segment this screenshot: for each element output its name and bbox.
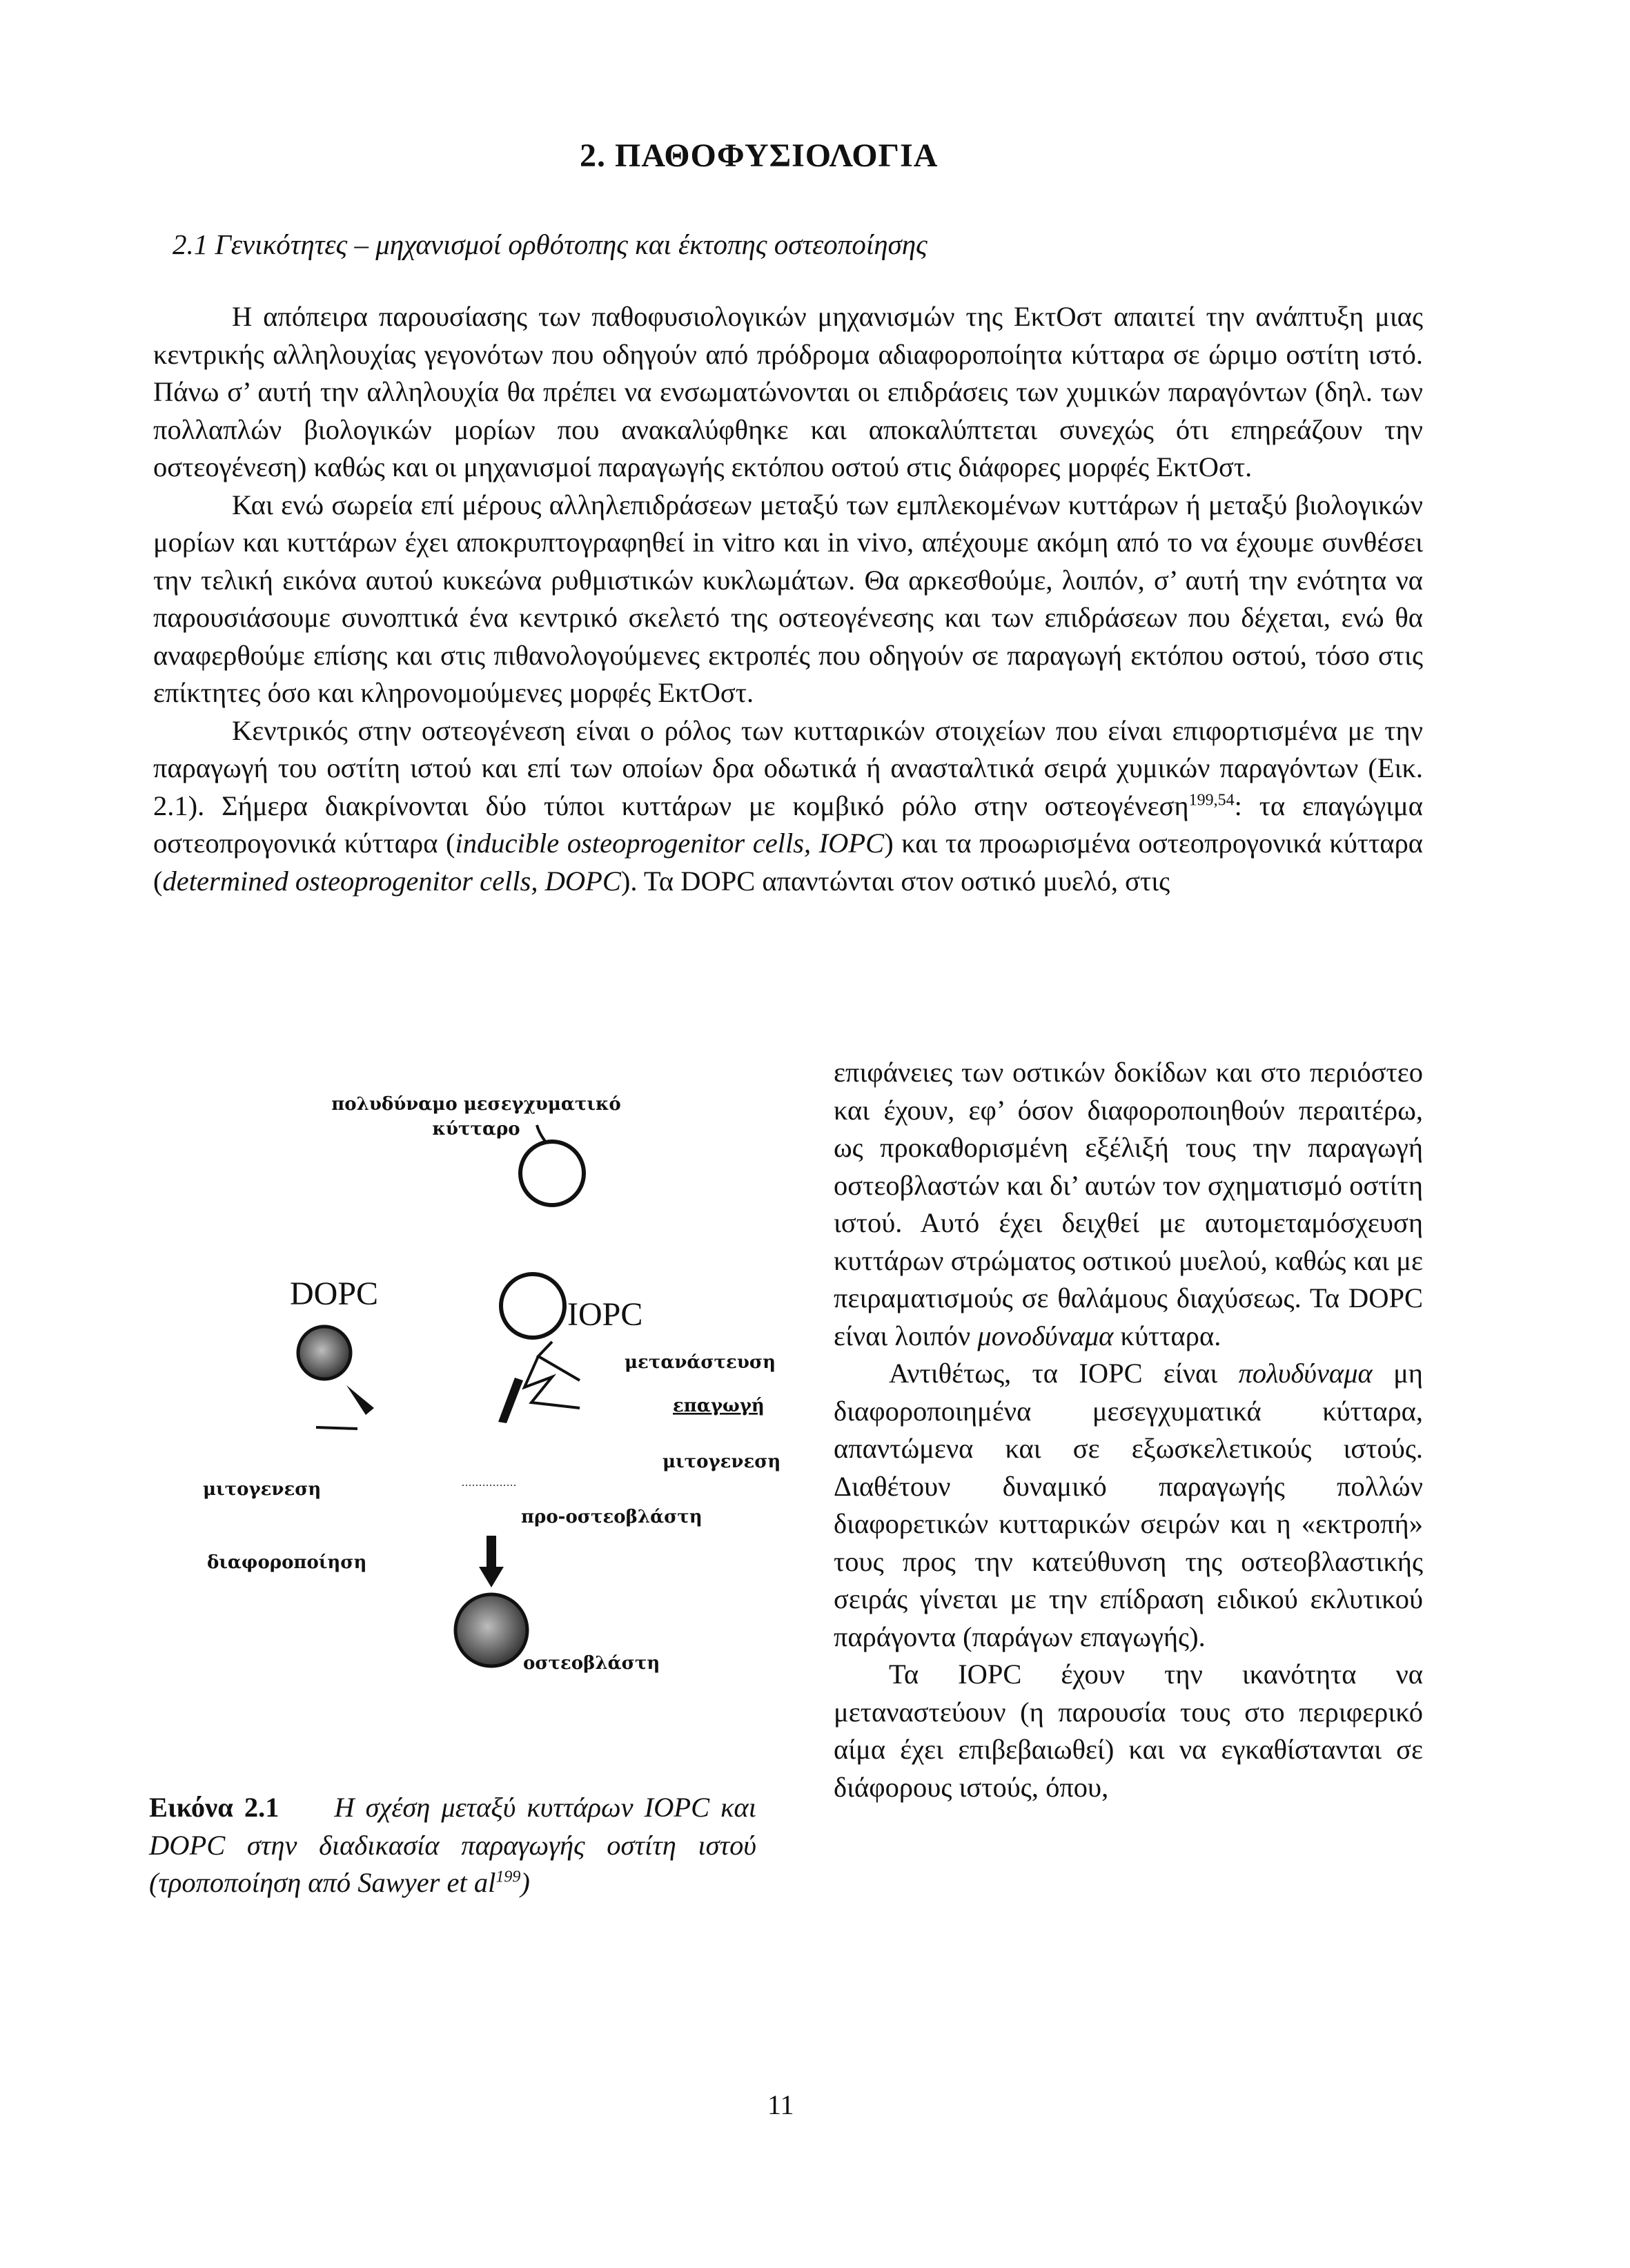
migration-label: μετανάστευση xyxy=(625,1352,776,1373)
paragraph-3-text-a: Κεντρικός στην οστεογένεση είναι ο ρόλος των κυτταρικών στοιχείων που είναι επιφορτισμένα με την παραγωγή του οστίτη ιστού και επί των οποίων δρα οδωτικά ή ανασταλτικά σειρά χυμικών παραγόντων (Εικ. 2.1). Σήμερα διακρίνονται δύο τύποι κυττάρων με κομβικό ρόλο στην οστεογένεση xyxy=(153,714,1423,821)
figure-caption-label: Εικόνα 2.1 xyxy=(149,1792,279,1823)
osteoblast-cell xyxy=(455,1594,527,1666)
right-p1-text-a: επιφάνειες των οστικών δοκίδων και στο περιόστεο και έχουν, εφ’ όσον διαφοροποιηθούν περαιτέρω, ως προκαθορισμένη εξέλιξή τους την παραγωγή οστεοβλαστών και δι’ αυτών τον σχηματισμό οστίτη ιστού. Αυτό έχει δειχθεί με αυτομεταμόσχευση κυττάρων στρώματος οστικού μυελού, καθώς και με πειραματισμούς σε θαλάμους διαχύσεως. Τα DOPC είναι λοιπόν xyxy=(834,1057,1423,1351)
downward-arrow-shaft xyxy=(487,1536,496,1570)
paragraph-3 xyxy=(153,712,1423,901)
figure-caption xyxy=(149,1789,756,1902)
mesenchymal-cell xyxy=(520,1142,584,1205)
figure-caption-closing: ) xyxy=(520,1867,530,1898)
osteoblast-label: οστεοβλάστη xyxy=(523,1653,660,1674)
right-p1-text-c: κύτταρα. xyxy=(1113,1320,1221,1351)
dopc-arrow-icon xyxy=(346,1385,374,1415)
right-column-text xyxy=(834,1054,1423,1806)
iopc-down-arrow-icon xyxy=(498,1378,523,1423)
right-paragraph-1 xyxy=(834,1054,1423,1355)
dopc-cell xyxy=(298,1327,351,1379)
subsection-title: 2.1 Γενικότητες – μηχανισμοί ορθότοπης και έκτοπης οστεοποίησης xyxy=(173,228,927,260)
iopc-label: IOPC xyxy=(567,1296,643,1333)
right-paragraph-2 xyxy=(834,1355,1423,1656)
differentiation-label: διαφοροποίηση xyxy=(207,1552,367,1573)
right-p2-text-a: Αντιθέτως, τα IOPC είναι xyxy=(889,1358,1239,1389)
polydynamic-term: πολυδύναμα xyxy=(1238,1358,1373,1389)
mitogenesis-left-label: μιτογενεση xyxy=(203,1479,322,1500)
paragraph-2: Και ενώ σωρεία επί μέρους αλληλεπιδράσεων μεταξύ των εμπλεκομένων κυττάρων ή μεταξύ βιολογικών μορίων και κυττάρων έχει αποκρυπτογραφηθεί in vitro και in vivo, απέχουμε ακόμη από το να έχουμε συνθέσει την τελική εικόνα αυτού κυκεώνα ρυθμιστικών κυκλωμάτων. Θα αρκεσθούμε, λοιπόν, σ’ αυτή την ενότητα να παρουσιάσουμε συνοπτικά ένα κεντρικό σκελετό της οστεογένεσης και των επιδράσεων που δέχεται, ενώ θα αναφερθούμε επίσης και στις πιθανολογούμενες εκτροπές που οδηγούν σε παραγωγή εκτόπου οστού, τόσο στις επίκτητες όσο και κληρονομούμενες μορφές ΕκτΟστ. xyxy=(153,489,1423,708)
figure-caption-superscript: 199 xyxy=(495,1868,521,1886)
main-text xyxy=(153,298,1423,900)
paragraph-3-text-d: ) και τα προωρισμένα οστεοπρογονικά κύτταρα ( xyxy=(153,828,1424,897)
mitogenesis-right-label: μιτογενεση xyxy=(662,1451,781,1472)
iopc-cell xyxy=(501,1274,564,1338)
mesenchymal-cell-label-line1: πολυδύναμο μεσεγχυματικό xyxy=(331,1094,621,1115)
iopc-term: inducible osteoprogenitor cells, IOPC xyxy=(455,828,885,859)
citation-superscript: 199,54 xyxy=(1188,791,1235,809)
figure-caption-text: Η σχέση μεταξύ κυττάρων IOPC και DOPC στην διαδικασία παραγωγής οστίτη ιστού (τροποποίηση από Sawyer et al xyxy=(149,1792,757,1898)
preosteoblast-label: προ-οστεοβλάστη xyxy=(521,1507,703,1527)
paragraph-3-text-b: : τα επαγώγιμα οστεοπρογονικά κύτταρα ( xyxy=(153,790,1423,859)
migration-arrow-icon xyxy=(538,1342,580,1380)
mesenchymal-cell-label-line2: κύτταρο xyxy=(432,1119,520,1140)
right-paragraph-3: Τα IOPC έχουν την ικανότητα να μεταναστεύουν (η παρουσία τους στο περιφερικό αίμα έχει επιβεβαιωθεί) και να εγκαθίστανται σε διάφορους ιστούς, όπου, xyxy=(834,1659,1423,1803)
section-title: 2. ΠΑΘΟΦΥΣΙΟΛΟΓΙΑ xyxy=(580,137,939,174)
paragraph-1: Η απόπειρα παρουσίασης των παθοφυσιολογικών μηχανισμών της ΕκτΟστ απαιτεί την ανάπτυξη μιας κεντρικής αλληλουχίας γεγονότων που οδηγούν από πρόδρομα αδιαφοροποίητα κύτταρα σε ώριμο οστίτη ιστό. Πάνω σ’ αυτή την αλληλουχία θα πρέπει να ενσωματώνονται οι επιδράσεις των χυμικών παραγόντων (δηλ. των πολλαπλών βιολογικών μορίων που ανακαλύφθηκε και αποκαλύπτεται συνεχώς ότι επηρεάζουν την οστεογένεση) καθώς και οι μηχανισμοί παραγωγής εκτόπου οστού στις διάφορες μορφές ΕκτΟστ. xyxy=(153,301,1423,482)
page-number: 11 xyxy=(767,2089,794,2120)
dopc-term: determined osteoprogenitor cells, DOPC xyxy=(162,865,621,897)
right-p2-text-c: μη διαφοροποιημένα μεσεγχυματικά κύτταρα, απαντώμενα και σε εξωσκελετικούς ιστούς. Διαθέτουν δυναμικό παραγωγής πολλών διαφορετικών κυτταρικών σειρών και η «εκτροπή» τους προς την κατεύθυνση της οστεοβλαστικής σειράς γίνεται με την επίδραση ειδικού εκλυτικού παράγοντα (παράγων επαγωγής). xyxy=(834,1358,1423,1652)
downward-arrow-icon xyxy=(479,1567,504,1587)
monodynamic-term: μονοδύναμα xyxy=(977,1320,1114,1351)
induction-label: επαγωγή xyxy=(673,1396,765,1416)
cell-lineage-diagram xyxy=(193,1084,801,1691)
dopc-dash xyxy=(316,1427,357,1429)
dopc-label: DOPC xyxy=(290,1275,379,1312)
paragraph-3-text-f: ). Τα DOPC απαντώνται στον οστικό μυελό, στις xyxy=(620,865,1170,897)
